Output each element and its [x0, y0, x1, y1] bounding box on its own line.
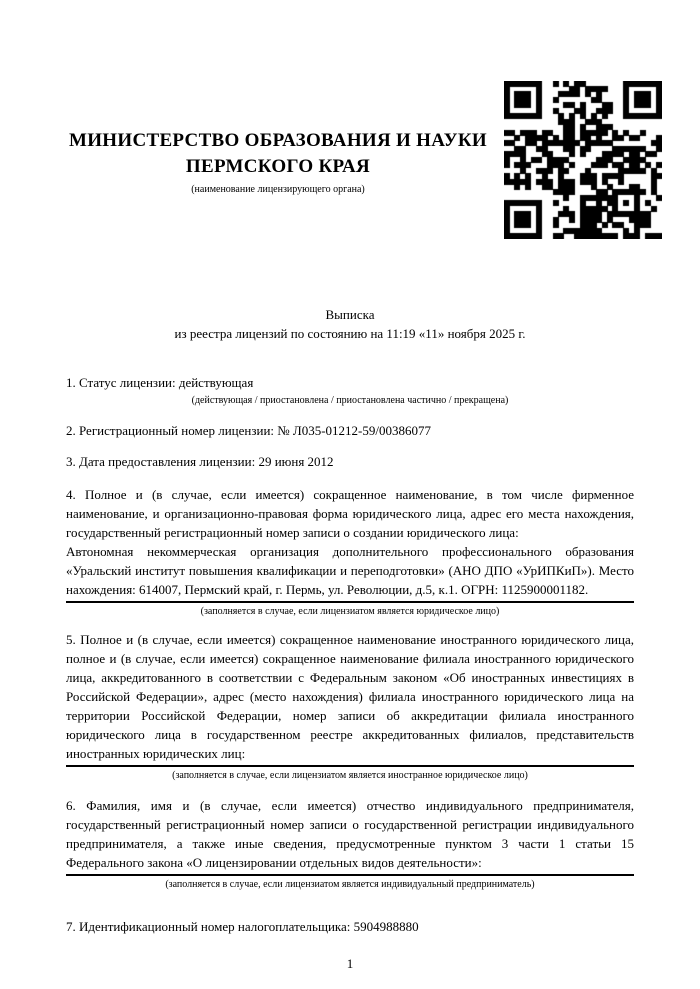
- licensing-authority-caption: (наименование лицензирующего органа): [191, 184, 365, 195]
- item-license-date: [66, 452, 634, 471]
- taxpayer-number-text: 7. Идентификационный номер налогоплательщика: 5904988880: [66, 919, 419, 934]
- legal-entity-value: Автономная некоммерческая организация дополнительного профессионального образования «Уральский институт повышения квалификации и переподготовки» (АНО ДПО «УрИПКиП»). Место нахождения: 614007, Пермский край, г. Пермь, ул. Революции, д.5, к.1. ОГРН: 1125900001182.: [66, 544, 634, 597]
- qr-code-icon: [504, 81, 662, 239]
- item-taxpayer-number: [66, 917, 634, 936]
- individual-entrepreneur-label: 6. Фамилия, имя и (в случае, если имеется) отчество индивидуального предпринимателя, государственный регистрационный номер записи о государственной регистрации индивидуального предпринимателя, а также иные сведения, предусмотренные пунктом 3 части 1 статьи 15 Федерального закона «О лицензировании отдельных видов деятельности»:: [66, 798, 634, 870]
- licensing-authority-name: [66, 128, 490, 180]
- item-individual-entrepreneur: [66, 796, 634, 891]
- document-title: [66, 305, 634, 343]
- legal-entity-hint: (заполняется в случае, если лицензиатом является юридическое лицо): [200, 606, 500, 617]
- ministry-name-line2: ПЕРМСКОГО КРАЯ: [185, 156, 371, 177]
- document-title-line1: Выписка: [325, 307, 375, 322]
- item-license-status: [66, 373, 634, 407]
- foreign-entity-hint: (заполняется в случае, если лицензиатом является иностранное юридическое лицо): [172, 770, 528, 781]
- registration-number-text: 2. Регистрационный номер лицензии: № Л035-01212-59/00386077: [66, 423, 432, 438]
- legal-entity-label: 4. Полное и (в случае, если имеется) сокращенное наименование, в том числе фирменное наименование, и организационно-правовая форма юридического лица, адрес его места нахождения, государственный регистрационный номер записи о создании юридического лица:: [66, 487, 634, 540]
- license-date-text: 3. Дата предоставления лицензии: 29 июня 2012: [66, 454, 334, 469]
- item-foreign-entity: [66, 630, 634, 782]
- license-status-text: 1. Статус лицензии: действующая: [66, 375, 254, 390]
- page-number: 1: [346, 956, 354, 971]
- item-registration-number: [66, 421, 634, 440]
- document-title-line2: из реестра лицензий по состоянию на 11:19 «11» ноября 2025 г.: [174, 326, 526, 341]
- foreign-entity-label: 5. Полное и (в случае, если имеется) сокращенное наименование иностранного юридического лица, полное и (в случае, если имеется) сокращенное наименование филиала иностранного юридического лица, аккредитованного в соответствии с Федеральным законом «Об иностранных инвестициях в Российской Федерации», адрес (место нахождения) филиала иностранного юридического лица на территории Российской Федерации, номер записи об аккредитации филиала иностранного юридического лица в государственном реестре аккредитованных филиалов, представительств иностранных юридических лиц:: [66, 632, 634, 761]
- item-legal-entity: [66, 485, 634, 618]
- license-status-hint: (действующая / приостановлена / приостановлена частично / прекращена): [191, 395, 509, 406]
- ministry-name-line1: МИНИСТЕРСТВО ОБРАЗОВАНИЯ И НАУКИ: [68, 130, 488, 151]
- individual-entrepreneur-hint: (заполняется в случае, если лицензиатом является индивидуальный предприниматель): [165, 879, 535, 890]
